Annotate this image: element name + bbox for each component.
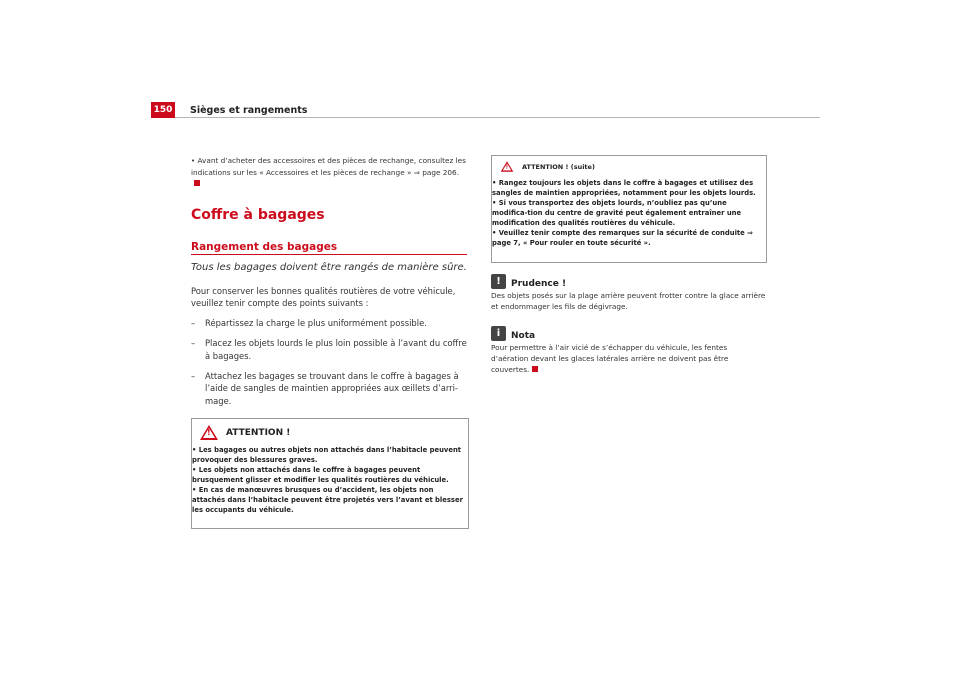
- warning-item: [192, 445, 464, 465]
- list-item-text: Répartissez la charge le plus uniformément possible.: [205, 317, 427, 328]
- warning-item-text: Les bagages ou autres objets non attachés dans l’habitacle peuvent provoquer des blessures graves.: [192, 446, 462, 464]
- warning-item-text: En cas de manœuvres brusques ou d’accident, les objets non attachés dans l’habitacle peuvent être projetés vers l’avant et blesser les occupants du véhicule.: [192, 486, 463, 514]
- end-mark-icon: [532, 366, 538, 372]
- note-title: Nota: [511, 331, 536, 341]
- intro-bullet: [191, 155, 467, 189]
- warning-title: ATTENTION ! (suite): [522, 162, 595, 171]
- bullet-marker: •: [192, 486, 197, 494]
- note-text: Pour permettre à l’air vicié de s’échapper du véhicule, les fentes d’aération devant les glaces latérales arrière ne doivent pas être couvertes.: [491, 343, 729, 374]
- running-title: Sièges et rangements: [190, 105, 308, 116]
- warning-title: ATTENTION !: [226, 427, 291, 438]
- note-text-block: [491, 342, 766, 375]
- caution-text: Des objets posés sur la plage arrière peuvent frotter contre la glace arrière et endommager les fils de dégivrage.: [491, 291, 766, 311]
- warning-item-text: Veuillez tenir compte des remarques sur la sécurité de conduite ⇒ page 7, « Pour rouler en toute sécurité ».: [492, 229, 753, 247]
- bullet-marker: •: [492, 179, 497, 187]
- subsection-title: Rangement des bagages: [191, 241, 338, 253]
- end-mark-icon: [194, 180, 200, 186]
- bullet-marker: •: [492, 199, 497, 207]
- bullet-marker: •: [191, 157, 196, 165]
- page-number: 150: [151, 102, 175, 118]
- warning-item-text: Les objets non attachés dans le coffre à bagages peuvent brusquement glisser et modifier les qualités routières du véhicule.: [192, 466, 449, 484]
- list-item: [191, 317, 469, 329]
- warning-item: [492, 228, 762, 248]
- caution-title: Prudence !: [511, 279, 567, 289]
- body-text: [191, 285, 469, 415]
- warning-box: [191, 418, 469, 529]
- warning-item: [492, 178, 762, 198]
- warning-item-text: Rangez toujours les objets dans le coffre à bagages et utilisez des sangles de maintien appropriées, notamment pour les objets lourds.: [492, 179, 756, 197]
- list-item: [191, 370, 469, 407]
- dash-marker: –: [191, 338, 196, 349]
- bullet-marker: •: [492, 229, 497, 237]
- warning-item-text: Si vous transportez des objets lourds, n’oubliez pas qu’une modifica-tion du centre de gravité peut également entraîner une modification des qualités routières du véhicule.: [492, 199, 742, 227]
- header-divider: [175, 117, 820, 118]
- dash-marker: –: [191, 371, 196, 382]
- list-item: [191, 337, 469, 362]
- warning-triangle-icon: !: [200, 425, 218, 440]
- note-block: [491, 326, 766, 375]
- warning-item: [192, 485, 464, 515]
- warning-item: [492, 198, 762, 228]
- bullet-marker: •: [192, 466, 197, 474]
- intro-bullet-text: Avant d’acheter des accessoires et des pièces de rechange, consultez les indications sur les « Accessoires et les pièces de rechange » ⇒ page 206.: [191, 156, 466, 177]
- dash-marker: –: [191, 317, 196, 328]
- subsection-divider: [191, 254, 467, 255]
- caution-icon: !: [491, 274, 506, 289]
- body-intro: Pour conserver les bonnes qualités routières de votre véhicule, veuillez tenir compte des points suivants :: [191, 286, 456, 309]
- warning-triangle-icon: !: [501, 161, 514, 172]
- caution-block: [491, 274, 766, 312]
- note-icon: i: [491, 326, 506, 341]
- bullet-marker: •: [192, 446, 197, 454]
- warning-box-continued: [491, 155, 767, 263]
- warning-item: [192, 465, 464, 485]
- lead-text: Tous les bagages doivent être rangés de manière sûre.: [191, 262, 467, 273]
- section-title: Coffre à bagages: [191, 207, 325, 223]
- list-item-text: Attachez les bagages se trouvant dans le coffre à bagages à l’aide de sangles de maintien appropriées aux œillets d’arri-mage.: [205, 371, 459, 406]
- list-item-text: Placez les objets lourds le plus loin possible à l’avant du coffre à bagages.: [205, 338, 467, 361]
